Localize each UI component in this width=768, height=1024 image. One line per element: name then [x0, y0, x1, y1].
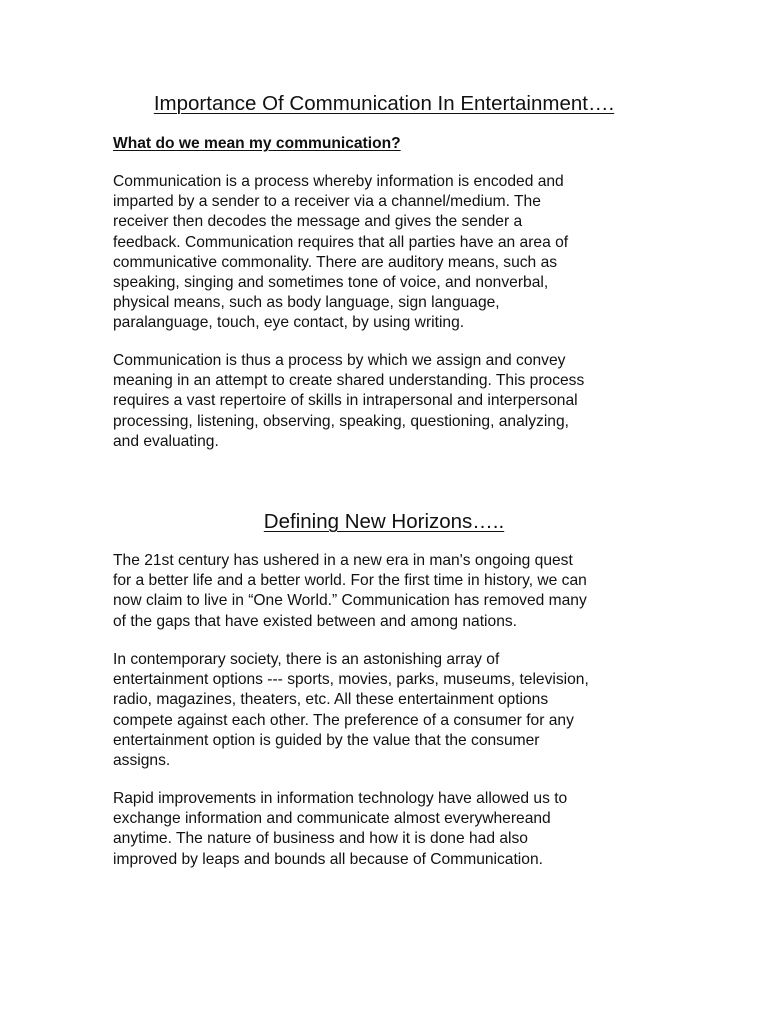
paragraph-line: paralanguage, touch, eye contact, by using writing.: [113, 314, 465, 332]
paragraph-line: Rapid improvements in information technology have allowed us to: [113, 790, 568, 807]
paragraph-line: requires a vast repertoire of skills in intrapersonal and interpersonal: [113, 392, 578, 410]
paragraph-line: compete against each other. The preference of a consumer for any: [113, 711, 574, 729]
paragraph-line: and evaluating.: [113, 432, 219, 450]
paragraph-information-technology: [113, 789, 673, 870]
paragraph-entertainment-options: [113, 650, 673, 771]
document-title: Importance Of Communication In Entertainment….: [153, 92, 615, 115]
paragraph-line: The 21st century has ushered in a new era in man's ongoing quest: [113, 552, 573, 569]
paragraph-line: Communication is a process whereby information is encoded and: [113, 173, 564, 190]
paragraph-line: assigns.: [113, 752, 171, 770]
paragraph-21st-century: [113, 551, 673, 632]
paragraph-line: imparted by a sender to a receiver via a channel/medium. The: [113, 193, 541, 211]
paragraph-line: anytime. The nature of business and how it is done had also: [113, 830, 528, 848]
paragraph-line: In contemporary society, there is an astonishing array of: [113, 651, 500, 668]
paragraph-line: meaning in an attempt to create shared understanding. This process: [113, 372, 585, 390]
paragraph-line: for a better life and a better world. For the first time in history, we can: [113, 572, 587, 590]
paragraph-line: receiver then decodes the message and gives the sender a: [113, 213, 523, 231]
paragraph-line: radio, magazines, theaters, etc. All these entertainment options: [113, 691, 549, 709]
paragraph-communication-definition: [113, 172, 673, 334]
paragraph-line: exchange information and communicate almost everywhereand: [113, 810, 551, 828]
paragraph-line: physical means, such as body language, sign language,: [113, 294, 500, 312]
section-subheading: What do we mean my communication?: [113, 135, 401, 152]
paragraph-line: communicative commonality. There are auditory means, such as: [113, 253, 558, 271]
paragraph-line: feedback. Communication requires that all parties have an area of: [113, 233, 569, 251]
paragraph-communication-process: [113, 351, 673, 452]
paragraph-line: speaking, singing and sometimes tone of voice, and nonverbal,: [113, 274, 549, 292]
paragraph-line: processing, listening, observing, speaking, questioning, analyzing,: [113, 412, 569, 430]
paragraph-line: entertainment option is guided by the value that the consumer: [113, 731, 540, 749]
section-title-new-horizons: Defining New Horizons…..: [263, 510, 505, 533]
paragraph-line: improved by leaps and bounds all because of Communication.: [113, 850, 543, 868]
paragraph-line: Communication is thus a process by which we assign and convey: [113, 352, 566, 369]
paragraph-line: of the gaps that have existed between and among nations.: [113, 612, 517, 630]
paragraph-line: now claim to live in “One World.” Communication has removed many: [113, 592, 587, 610]
paragraph-line: entertainment options --- sports, movies, parks, museums, television,: [113, 671, 589, 689]
